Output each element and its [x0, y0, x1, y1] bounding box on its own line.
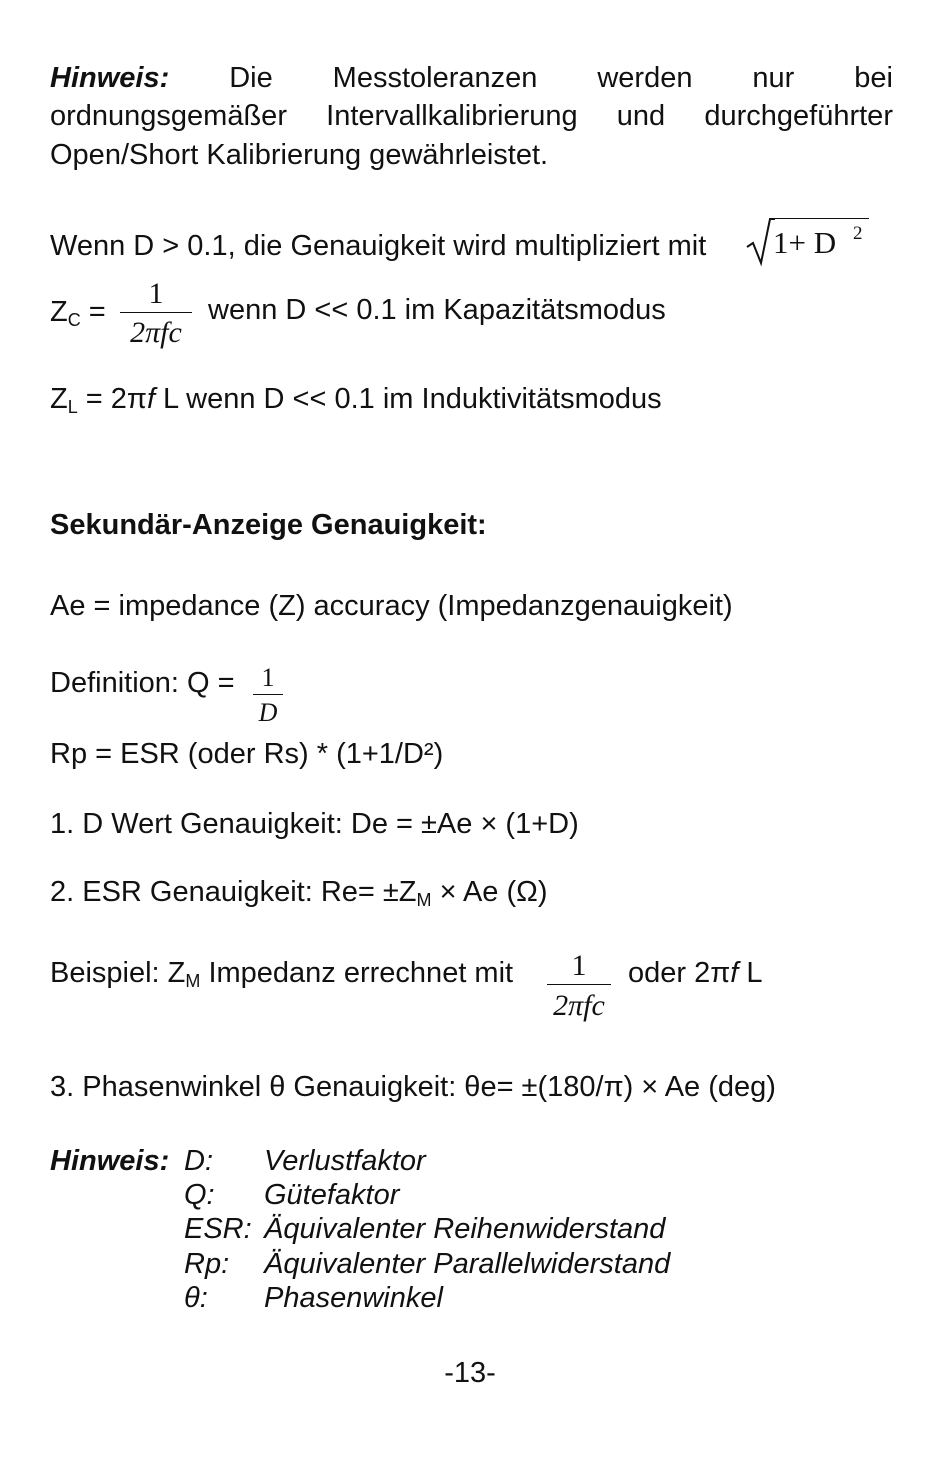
- item-3: 3. Phasenwinkel θ Genauigkeit: θe= ±(180/π) × Ae (deg): [50, 1071, 776, 1103]
- glossary-desc: Äquivalenter Reihenwiderstand: [264, 1213, 666, 1245]
- zc-eq: =: [88, 296, 106, 328]
- glossary-desc: Verlustfaktor: [264, 1145, 426, 1177]
- note1-word: Die: [229, 62, 273, 94]
- beispiel-post-rest: L: [738, 957, 763, 989]
- zc-denominator: 2πfc: [130, 316, 182, 349]
- note1-line1: [50, 62, 893, 95]
- glossary-desc: Gütefaktor: [264, 1179, 400, 1211]
- zl-f: f: [146, 383, 155, 415]
- zl-z: Z: [50, 383, 68, 415]
- zl-eq: = 2π: [85, 383, 147, 415]
- note1-label: Hinweis:: [50, 62, 170, 94]
- wenn-d-text: Wenn D > 0.1, die Genauigkeit wird multipliziert mit: [50, 230, 707, 262]
- item2-pre: 2. ESR Genauigkeit: Re= ±Z: [50, 876, 417, 908]
- beispiel-fraction: [547, 948, 611, 1027]
- beispiel-sub: M: [185, 971, 201, 991]
- item-2: [50, 876, 548, 911]
- glossary-term: D:: [184, 1145, 213, 1177]
- zl-rest: L wenn D << 0.1 im Induktivitätsmodus: [155, 383, 662, 415]
- definition-label: Definition: Q =: [50, 667, 235, 699]
- rp-line: Rp = ESR (oder Rs) * (1+1/D²): [50, 738, 444, 770]
- zc-sub: C: [67, 310, 81, 330]
- sqrt-expr: 1+ D: [773, 225, 837, 260]
- beispiel-numerator: 1: [571, 949, 587, 982]
- sqrt-sign-icon: [745, 215, 775, 267]
- q-denominator: D: [258, 698, 278, 727]
- glossary-term: ESR:: [184, 1213, 252, 1245]
- item2-sub: M: [416, 890, 432, 910]
- page-number: -13-: [444, 1357, 496, 1389]
- note1-word: bei: [854, 62, 893, 94]
- note1-word: und: [616, 100, 666, 132]
- zc-lhs: [50, 296, 106, 331]
- note1-word: werden: [597, 62, 693, 94]
- zc-text: wenn D << 0.1 im Kapazitätsmodus: [208, 294, 666, 326]
- glossary-term: Rp:: [184, 1248, 230, 1280]
- zc-numerator: 1: [148, 277, 164, 310]
- zl-sub: L: [67, 397, 78, 417]
- zl-line: [50, 383, 662, 418]
- note1-word: nur: [752, 62, 795, 94]
- zc-z: Z: [50, 296, 68, 328]
- glossary-term: Q:: [184, 1179, 215, 1211]
- note1-line3: Open/Short Kalibrierung gewährleistet.: [50, 139, 549, 171]
- q-fraction: [253, 662, 283, 731]
- glossary-term: θ:: [184, 1282, 208, 1314]
- note1-word: Messtoleranzen: [332, 62, 538, 94]
- glossary-desc: Äquivalenter Parallelwiderstand: [264, 1248, 671, 1280]
- note2-label: Hinweis:: [50, 1145, 170, 1177]
- q-numerator: 1: [261, 663, 275, 692]
- beispiel-line: [50, 957, 513, 992]
- secondary-heading: Sekundär-Anzeige Genauigkeit:: [50, 509, 487, 541]
- beispiel-post: [628, 957, 763, 990]
- beispiel-mid: Impedanz errechnet mit: [200, 957, 514, 989]
- beispiel-f: f: [730, 957, 739, 989]
- sqrt-exp: 2: [853, 223, 863, 244]
- beispiel-denominator: 2πfc: [553, 989, 605, 1022]
- beispiel-pre: Beispiel: Z: [50, 957, 186, 989]
- item-1: 1. D Wert Genauigkeit: De = ±Ae × (1+D): [50, 808, 579, 840]
- ae-line: Ae = impedance (Z) accuracy (Impedanzgenauigkeit): [50, 590, 733, 622]
- glossary-desc: Phasenwinkel: [264, 1282, 443, 1314]
- beispiel-post-pre: oder 2π: [628, 957, 731, 989]
- zc-fraction: [120, 276, 192, 353]
- note1-word: durchgeführter: [704, 100, 893, 132]
- note1-word: ordnungsgemäßer: [50, 100, 287, 132]
- item2-post: × Ae (Ω): [431, 876, 548, 908]
- note1-line2: [50, 100, 893, 133]
- note1-word: Intervallkalibrierung: [326, 100, 578, 132]
- sqrt-formula: [745, 215, 875, 267]
